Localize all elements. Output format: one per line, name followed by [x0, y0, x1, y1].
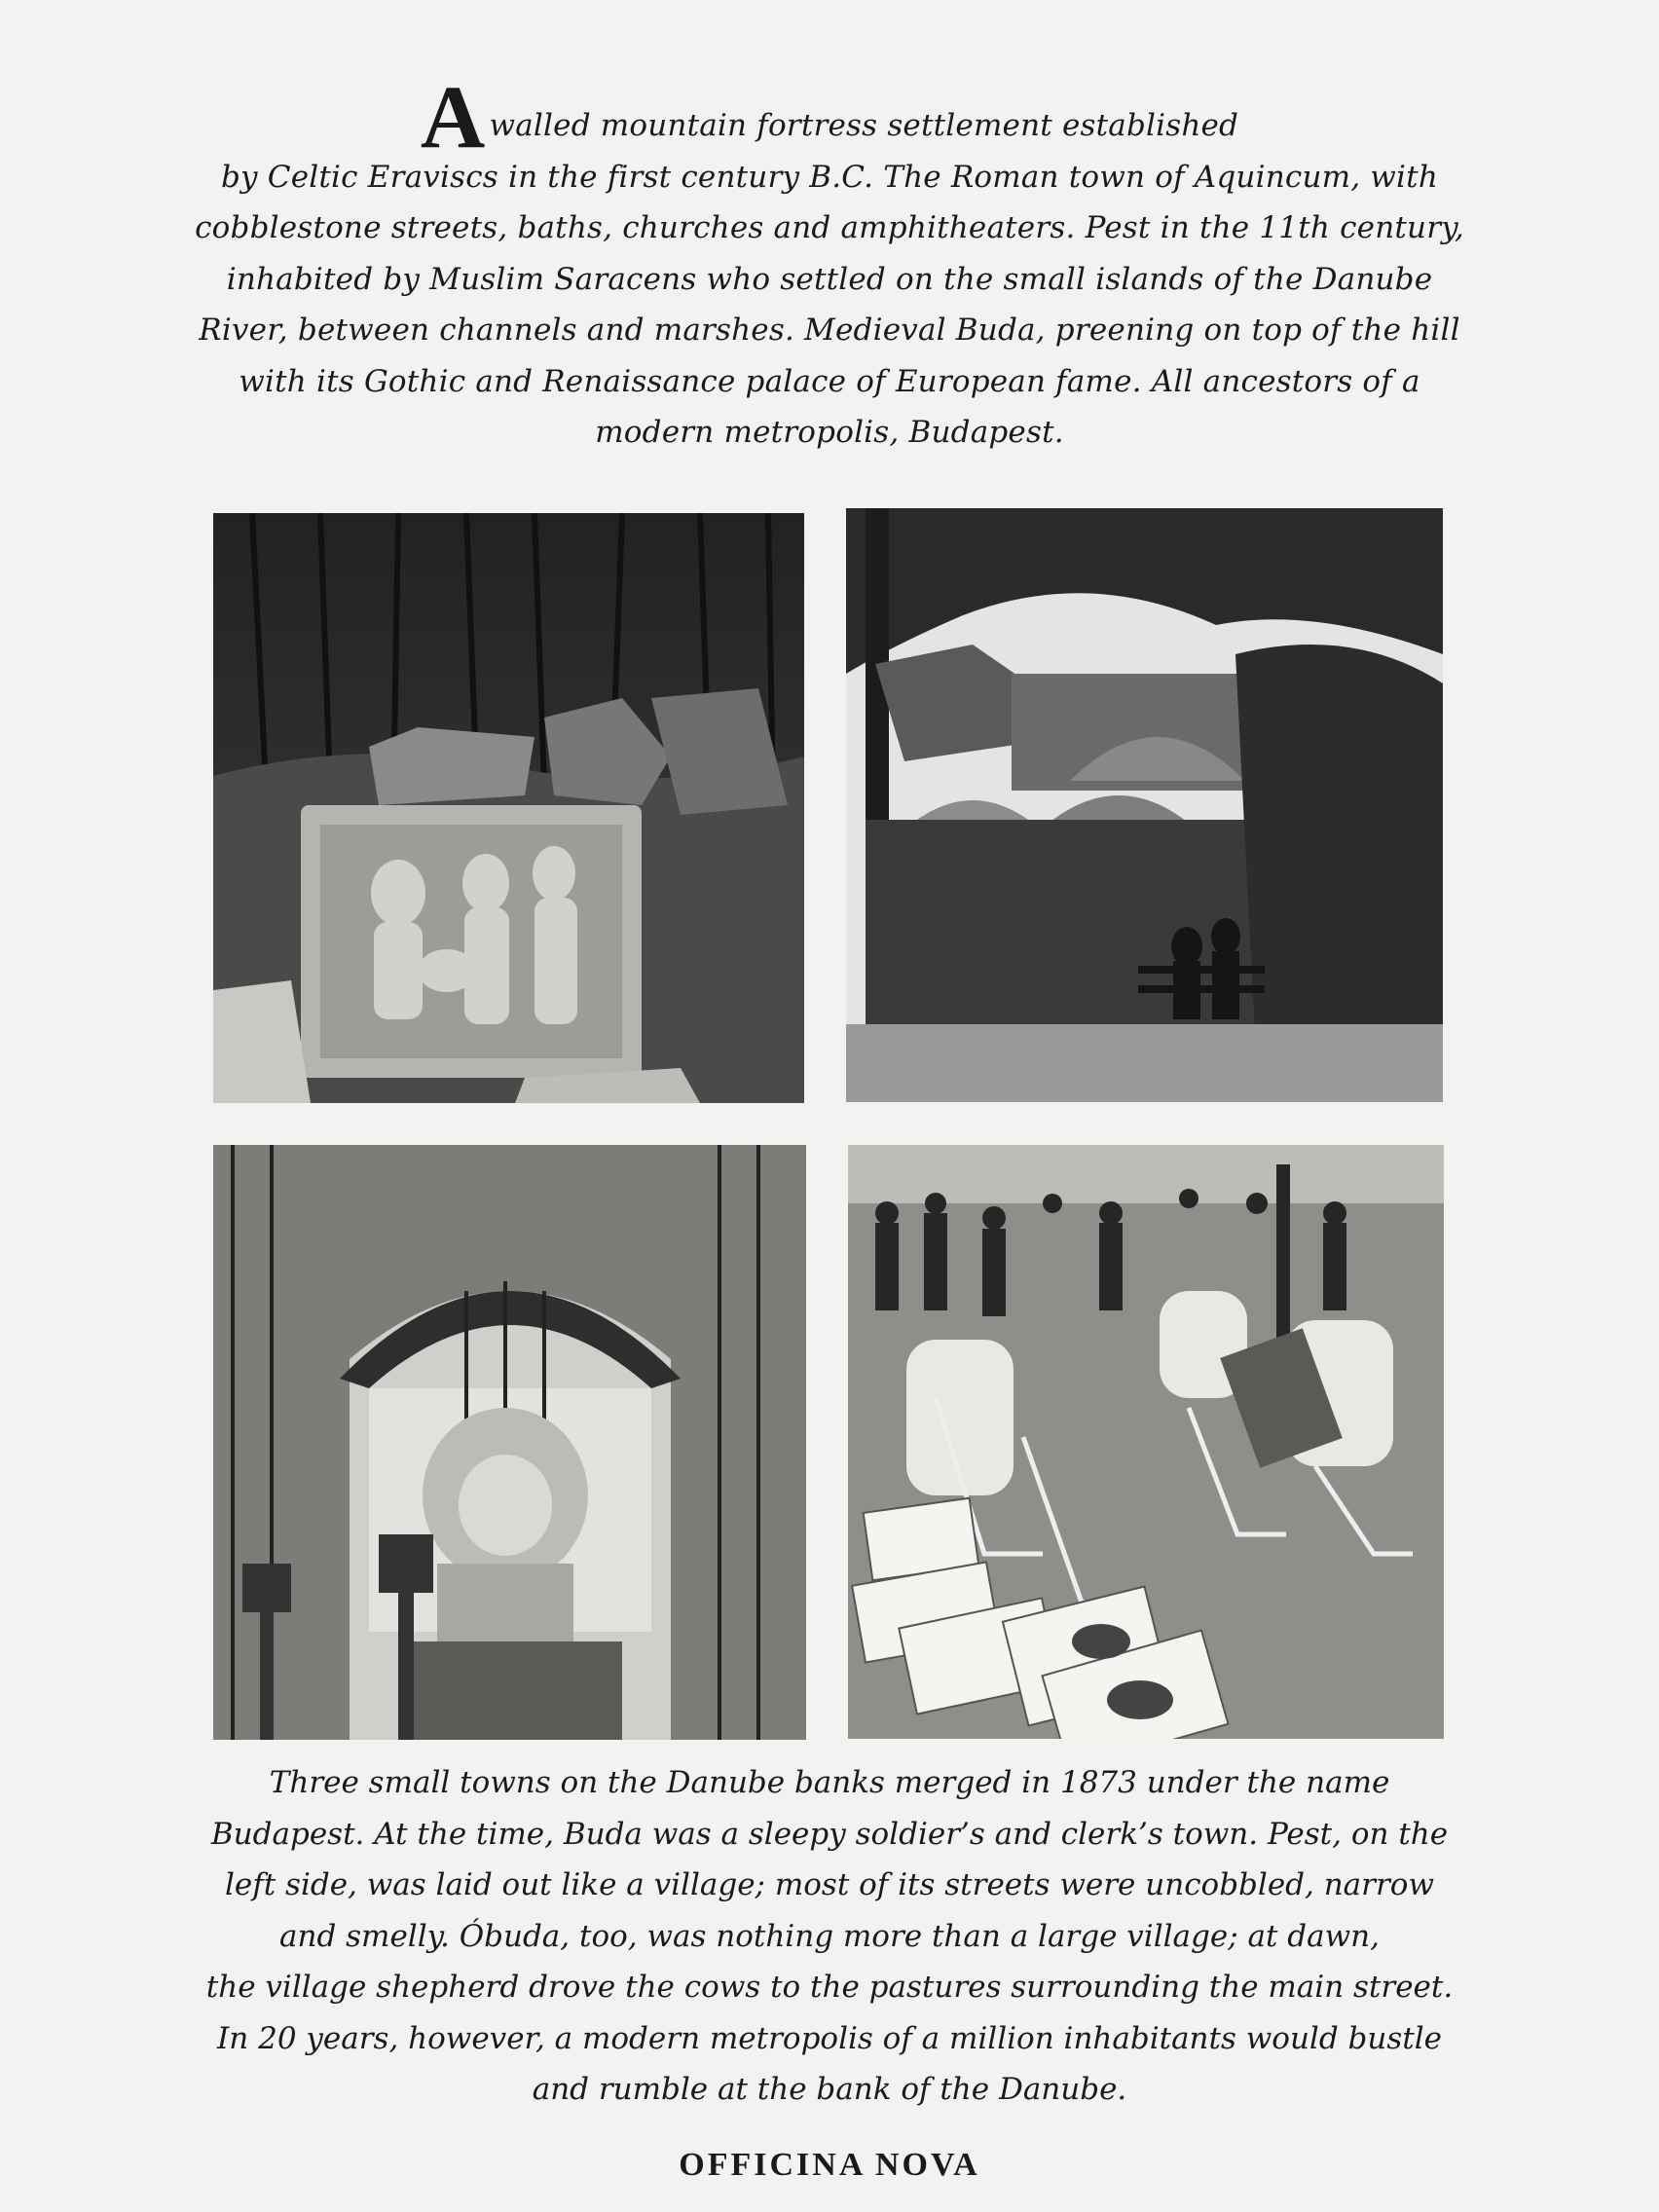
outro-line-4: and smelly. Óbuda, too, was nothing more than a large village; at dawn,	[279, 1918, 1380, 1954]
intro-line-4: inhabited by Muslim Saracens who settled on the small islands of the Danube	[226, 261, 1433, 297]
outro-line-6: In 20 years, however, a modern metropolis of a million inhabitants would bustle	[217, 2020, 1442, 2056]
outro-line-5: the village shepherd drove the cows to the pastures surrounding the main street.	[205, 1970, 1454, 2005]
intro-line-7: modern metropolis, Budapest.	[595, 415, 1064, 450]
intro-line-1: Awalled mountain fortress settlement established	[420, 67, 1239, 166]
outro-line-1: Three small towns on the Danube banks merged in 1873 under the name	[269, 1765, 1390, 1800]
intro-paragraph	[195, 67, 1464, 459]
publisher-name: OFFICINA NOVA	[679, 2147, 980, 2183]
drop-cap: A	[420, 67, 486, 166]
outro-line-2: Budapest. At the time, Buda was a sleepy soldier’s and clerk’s town. Pest, on the	[210, 1816, 1449, 1852]
intro-line-3: cobblestone streets, baths, churches and amphitheaters. Pest in the 11th century,	[195, 210, 1464, 245]
outro-line-3: left side, was laid out like a village; most of its streets were uncobbled, narrow	[224, 1867, 1434, 1902]
intro-line-6: with its Gothic and Renaissance palace of European fame. All ancestors of a	[239, 363, 1420, 399]
turkish-bath-domes-photo	[846, 508, 1443, 1102]
intro-line-5: River, between channels and marshes. Medieval Buda, preening on top of the hill	[199, 313, 1460, 348]
chain-bridge-lion-photo	[213, 1145, 806, 1740]
outro-line-7: and rumble at the bank of the Danube.	[532, 2072, 1127, 2107]
intro-line-2: by Celtic Eraviscs in the first century B.C. The Roman town of Aquincum, with	[221, 159, 1438, 195]
outro-paragraph	[204, 1757, 1455, 2116]
roman-relief-photo	[213, 513, 804, 1103]
street-artists-photo	[848, 1145, 1444, 1739]
